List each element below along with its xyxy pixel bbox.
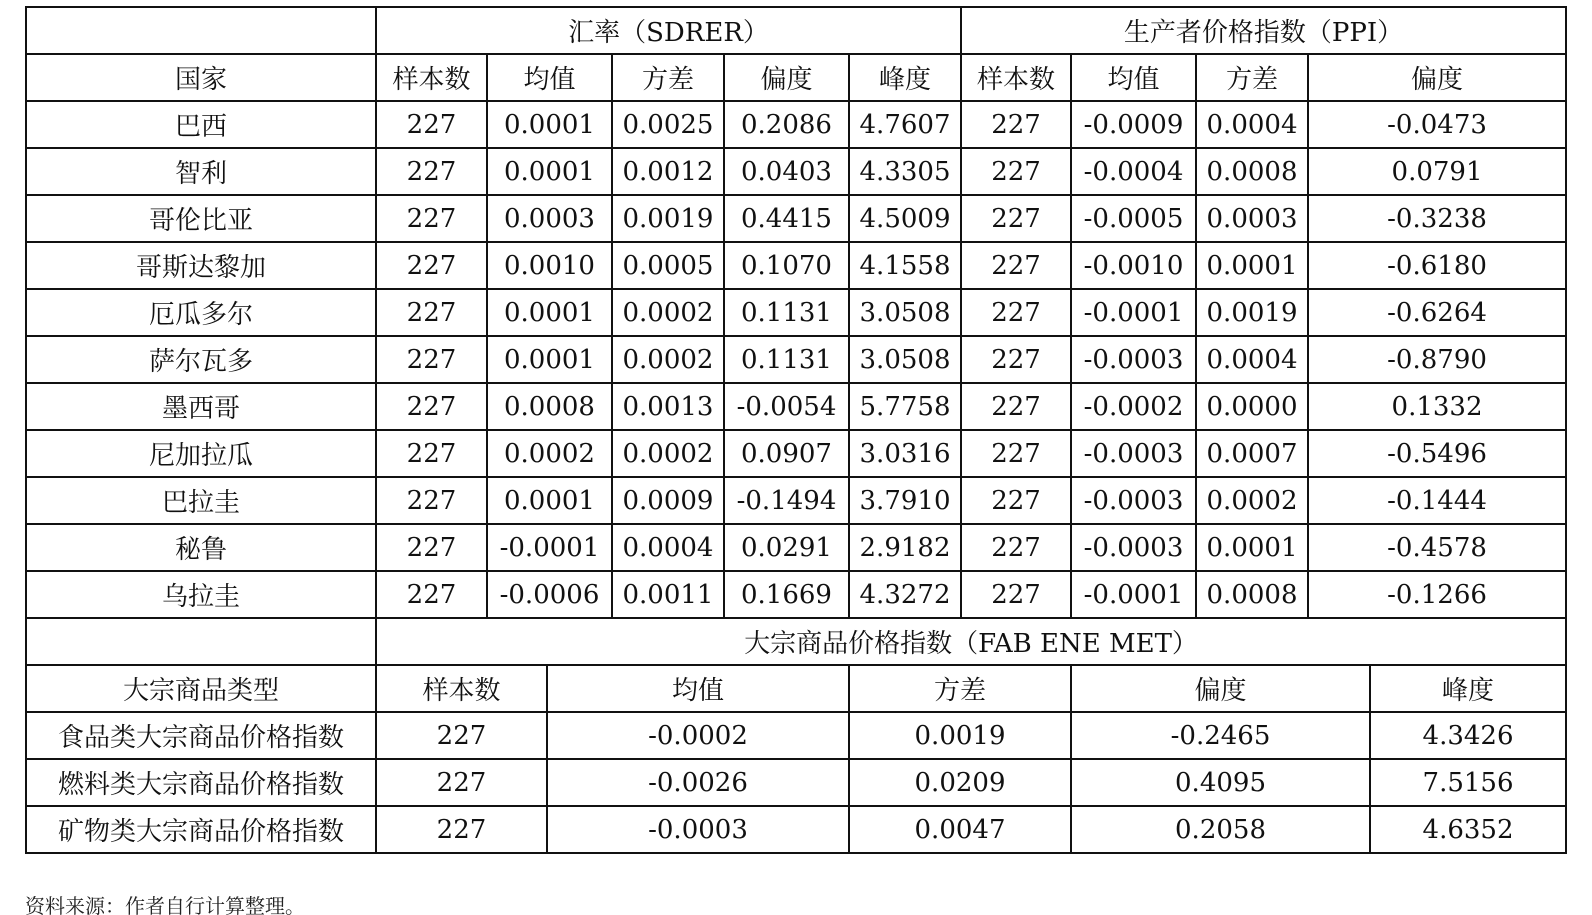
sdrer-skewness-header: 偏度 — [724, 54, 849, 101]
ppi-skewness-cell: -0.5496 — [1308, 430, 1566, 477]
table-row — [26, 571, 1566, 618]
commodity-sample-header: 样本数 — [376, 665, 547, 712]
source-note: 资料来源：作者自行计算整理。 — [25, 896, 305, 915]
blank-commodity-corner-cell — [26, 618, 376, 665]
ppi-variance-cell: 0.0019 — [1196, 289, 1308, 336]
ppi-skewness-cell: 0.0791 — [1308, 148, 1566, 195]
sdrer-kurtosis-cell: 4.7607 — [849, 101, 961, 148]
sdrer-skewness-cell: -0.1494 — [724, 477, 849, 524]
commodity-rows — [26, 712, 1566, 853]
commodity-sample-cell: 227 — [376, 806, 547, 853]
sdrer-sample-cell: 227 — [376, 383, 487, 430]
sdrer-mean-cell: 0.0001 — [487, 477, 612, 524]
ppi-mean-cell: -0.0003 — [1071, 430, 1196, 477]
table-row — [26, 430, 1566, 477]
commodity-sample-cell: 227 — [376, 759, 547, 806]
sdrer-kurtosis-cell: 2.9182 — [849, 524, 961, 571]
ppi-mean-cell: -0.0002 — [1071, 383, 1196, 430]
country-name-cell: 萨尔瓦多 — [26, 336, 376, 383]
sdrer-variance-cell: 0.0013 — [612, 383, 724, 430]
ppi-sample-cell: 227 — [961, 148, 1071, 195]
sdrer-sample-cell: 227 — [376, 336, 487, 383]
sdrer-variance-header: 方差 — [612, 54, 724, 101]
ppi-variance-cell: 0.0000 — [1196, 383, 1308, 430]
exchange-rate-group-header: 汇率（SDRER） — [376, 7, 961, 54]
sdrer-variance-cell: 0.0002 — [612, 430, 724, 477]
table-row — [26, 759, 1566, 806]
table-row — [26, 477, 1566, 524]
commodity-kurtosis-header: 峰度 — [1370, 665, 1566, 712]
commodity-variance-cell: 0.0019 — [849, 712, 1071, 759]
country-column-header: 国家 — [26, 54, 376, 101]
ppi-group-header: 生产者价格指数（PPI） — [961, 7, 1566, 54]
ppi-sample-cell: 227 — [961, 430, 1071, 477]
table-row — [26, 101, 1566, 148]
sdrer-sample-cell: 227 — [376, 477, 487, 524]
ppi-mean-cell: -0.0001 — [1071, 571, 1196, 618]
sdrer-kurtosis-cell: 4.3272 — [849, 571, 961, 618]
commodity-skewness-cell: -0.2465 — [1071, 712, 1370, 759]
sdrer-kurtosis-cell: 3.0316 — [849, 430, 961, 477]
commodity-name-cell: 矿物类大宗商品价格指数 — [26, 806, 376, 853]
ppi-mean-cell: -0.0009 — [1071, 101, 1196, 148]
ppi-variance-cell: 0.0007 — [1196, 430, 1308, 477]
sdrer-variance-cell: 0.0004 — [612, 524, 724, 571]
country-name-cell: 智利 — [26, 148, 376, 195]
ppi-variance-cell: 0.0003 — [1196, 195, 1308, 242]
sdrer-variance-cell: 0.0019 — [612, 195, 724, 242]
country-name-cell: 乌拉圭 — [26, 571, 376, 618]
sdrer-sample-cell: 227 — [376, 524, 487, 571]
commodity-kurtosis-cell: 4.6352 — [1370, 806, 1566, 853]
sdrer-mean-cell: 0.0010 — [487, 242, 612, 289]
sdrer-sample-cell: 227 — [376, 148, 487, 195]
sdrer-mean-cell: 0.0001 — [487, 148, 612, 195]
ppi-sample-cell: 227 — [961, 336, 1071, 383]
sdrer-kurtosis-cell: 3.0508 — [849, 336, 961, 383]
ppi-variance-header: 方差 — [1196, 54, 1308, 101]
sdrer-sample-cell: 227 — [376, 195, 487, 242]
commodity-kurtosis-cell: 4.3426 — [1370, 712, 1566, 759]
sdrer-kurtosis-cell: 5.7758 — [849, 383, 961, 430]
commodity-mean-cell: -0.0003 — [547, 806, 849, 853]
ppi-mean-cell: -0.0003 — [1071, 524, 1196, 571]
ppi-mean-cell: -0.0001 — [1071, 289, 1196, 336]
ppi-sample-cell: 227 — [961, 289, 1071, 336]
sdrer-kurtosis-cell: 4.5009 — [849, 195, 961, 242]
ppi-skewness-header: 偏度 — [1308, 54, 1566, 101]
ppi-skewness-cell: -0.8790 — [1308, 336, 1566, 383]
ppi-skewness-cell: -0.1266 — [1308, 571, 1566, 618]
sdrer-mean-cell: 0.0001 — [487, 101, 612, 148]
ppi-sample-cell: 227 — [961, 242, 1071, 289]
ppi-sample-cell: 227 — [961, 101, 1071, 148]
sdrer-sample-header: 样本数 — [376, 54, 487, 101]
ppi-sample-cell: 227 — [961, 383, 1071, 430]
table-row — [26, 336, 1566, 383]
commodity-mean-header: 均值 — [547, 665, 849, 712]
ppi-sample-cell: 227 — [961, 195, 1071, 242]
sdrer-sample-cell: 227 — [376, 430, 487, 477]
table-row — [26, 383, 1566, 430]
sdrer-sample-cell: 227 — [376, 101, 487, 148]
sdrer-skewness-cell: 0.2086 — [724, 101, 849, 148]
ppi-mean-header: 均值 — [1071, 54, 1196, 101]
sdrer-skewness-cell: 0.1131 — [724, 289, 849, 336]
ppi-variance-cell: 0.0001 — [1196, 524, 1308, 571]
sdrer-mean-cell: -0.0001 — [487, 524, 612, 571]
table-row — [26, 289, 1566, 336]
country-name-cell: 墨西哥 — [26, 383, 376, 430]
sdrer-skewness-cell: 0.0403 — [724, 148, 849, 195]
ppi-sample-cell: 227 — [961, 477, 1071, 524]
commodity-name-cell: 食品类大宗商品价格指数 — [26, 712, 376, 759]
ppi-skewness-cell: -0.6264 — [1308, 289, 1566, 336]
ppi-variance-cell: 0.0004 — [1196, 101, 1308, 148]
commodity-skewness-cell: 0.4095 — [1071, 759, 1370, 806]
ppi-skewness-cell: 0.1332 — [1308, 383, 1566, 430]
commodity-variance-cell: 0.0209 — [849, 759, 1071, 806]
sdrer-kurtosis-cell: 3.7910 — [849, 477, 961, 524]
ppi-skewness-cell: -0.3238 — [1308, 195, 1566, 242]
ppi-mean-cell: -0.0003 — [1071, 477, 1196, 524]
ppi-skewness-cell: -0.0473 — [1308, 101, 1566, 148]
commodity-group-header: 大宗商品价格指数（FAB ENE MET） — [376, 618, 1566, 665]
commodity-mean-cell: -0.0026 — [547, 759, 849, 806]
group-header-row — [26, 7, 1566, 54]
sdrer-skewness-cell: -0.0054 — [724, 383, 849, 430]
sdrer-skewness-cell: 0.1070 — [724, 242, 849, 289]
sdrer-skewness-cell: 0.0291 — [724, 524, 849, 571]
sdrer-mean-header: 均值 — [487, 54, 612, 101]
commodity-mean-cell: -0.0002 — [547, 712, 849, 759]
ppi-skewness-cell: -0.6180 — [1308, 242, 1566, 289]
sdrer-variance-cell: 0.0009 — [612, 477, 724, 524]
sdrer-variance-cell: 0.0002 — [612, 289, 724, 336]
sdrer-skewness-cell: 0.1669 — [724, 571, 849, 618]
commodity-group-header-row — [26, 618, 1566, 665]
ppi-variance-cell: 0.0001 — [1196, 242, 1308, 289]
table-row — [26, 524, 1566, 571]
table-row — [26, 148, 1566, 195]
ppi-mean-cell: -0.0004 — [1071, 148, 1196, 195]
sdrer-variance-cell: 0.0005 — [612, 242, 724, 289]
ppi-variance-cell: 0.0004 — [1196, 336, 1308, 383]
sdrer-skewness-cell: 0.1131 — [724, 336, 849, 383]
ppi-sample-cell: 227 — [961, 571, 1071, 618]
table-row — [26, 195, 1566, 242]
ppi-mean-cell: -0.0005 — [1071, 195, 1196, 242]
commodity-skewness-header: 偏度 — [1071, 665, 1370, 712]
commodity-sample-cell: 227 — [376, 712, 547, 759]
sdrer-mean-cell: 0.0001 — [487, 336, 612, 383]
country-rows — [26, 101, 1566, 618]
sdrer-skewness-cell: 0.0907 — [724, 430, 849, 477]
sdrer-sample-cell: 227 — [376, 242, 487, 289]
stat-header-row — [26, 54, 1566, 101]
descriptive-statistics-table — [25, 6, 1567, 854]
sdrer-variance-cell: 0.0011 — [612, 571, 724, 618]
sdrer-kurtosis-cell: 3.0508 — [849, 289, 961, 336]
commodity-type-column-header: 大宗商品类型 — [26, 665, 376, 712]
ppi-variance-cell: 0.0008 — [1196, 571, 1308, 618]
table-row — [26, 712, 1566, 759]
country-name-cell: 秘鲁 — [26, 524, 376, 571]
country-name-cell: 巴西 — [26, 101, 376, 148]
sdrer-sample-cell: 227 — [376, 289, 487, 336]
commodity-skewness-cell: 0.2058 — [1071, 806, 1370, 853]
blank-corner-cell — [26, 7, 376, 54]
country-name-cell: 哥伦比亚 — [26, 195, 376, 242]
commodity-variance-cell: 0.0047 — [849, 806, 1071, 853]
ppi-variance-cell: 0.0008 — [1196, 148, 1308, 195]
sdrer-skewness-cell: 0.4415 — [724, 195, 849, 242]
sdrer-variance-cell: 0.0002 — [612, 336, 724, 383]
ppi-sample-header: 样本数 — [961, 54, 1071, 101]
ppi-skewness-cell: -0.1444 — [1308, 477, 1566, 524]
sdrer-kurtosis-cell: 4.1558 — [849, 242, 961, 289]
table-row — [26, 242, 1566, 289]
sdrer-mean-cell: 0.0003 — [487, 195, 612, 242]
sdrer-mean-cell: 0.0008 — [487, 383, 612, 430]
sdrer-variance-cell: 0.0025 — [612, 101, 724, 148]
commodity-kurtosis-cell: 7.5156 — [1370, 759, 1566, 806]
ppi-mean-cell: -0.0003 — [1071, 336, 1196, 383]
table-row — [26, 806, 1566, 853]
commodity-stat-header-row — [26, 665, 1566, 712]
sdrer-kurtosis-cell: 4.3305 — [849, 148, 961, 195]
commodity-variance-header: 方差 — [849, 665, 1071, 712]
sdrer-sample-cell: 227 — [376, 571, 487, 618]
country-name-cell: 尼加拉瓜 — [26, 430, 376, 477]
country-name-cell: 巴拉圭 — [26, 477, 376, 524]
sdrer-mean-cell: -0.0006 — [487, 571, 612, 618]
country-name-cell: 哥斯达黎加 — [26, 242, 376, 289]
ppi-skewness-cell: -0.4578 — [1308, 524, 1566, 571]
sdrer-mean-cell: 0.0002 — [487, 430, 612, 477]
country-name-cell: 厄瓜多尔 — [26, 289, 376, 336]
ppi-mean-cell: -0.0010 — [1071, 242, 1196, 289]
ppi-sample-cell: 227 — [961, 524, 1071, 571]
commodity-name-cell: 燃料类大宗商品价格指数 — [26, 759, 376, 806]
sdrer-mean-cell: 0.0001 — [487, 289, 612, 336]
ppi-variance-cell: 0.0002 — [1196, 477, 1308, 524]
sdrer-variance-cell: 0.0012 — [612, 148, 724, 195]
sdrer-kurtosis-header: 峰度 — [849, 54, 961, 101]
